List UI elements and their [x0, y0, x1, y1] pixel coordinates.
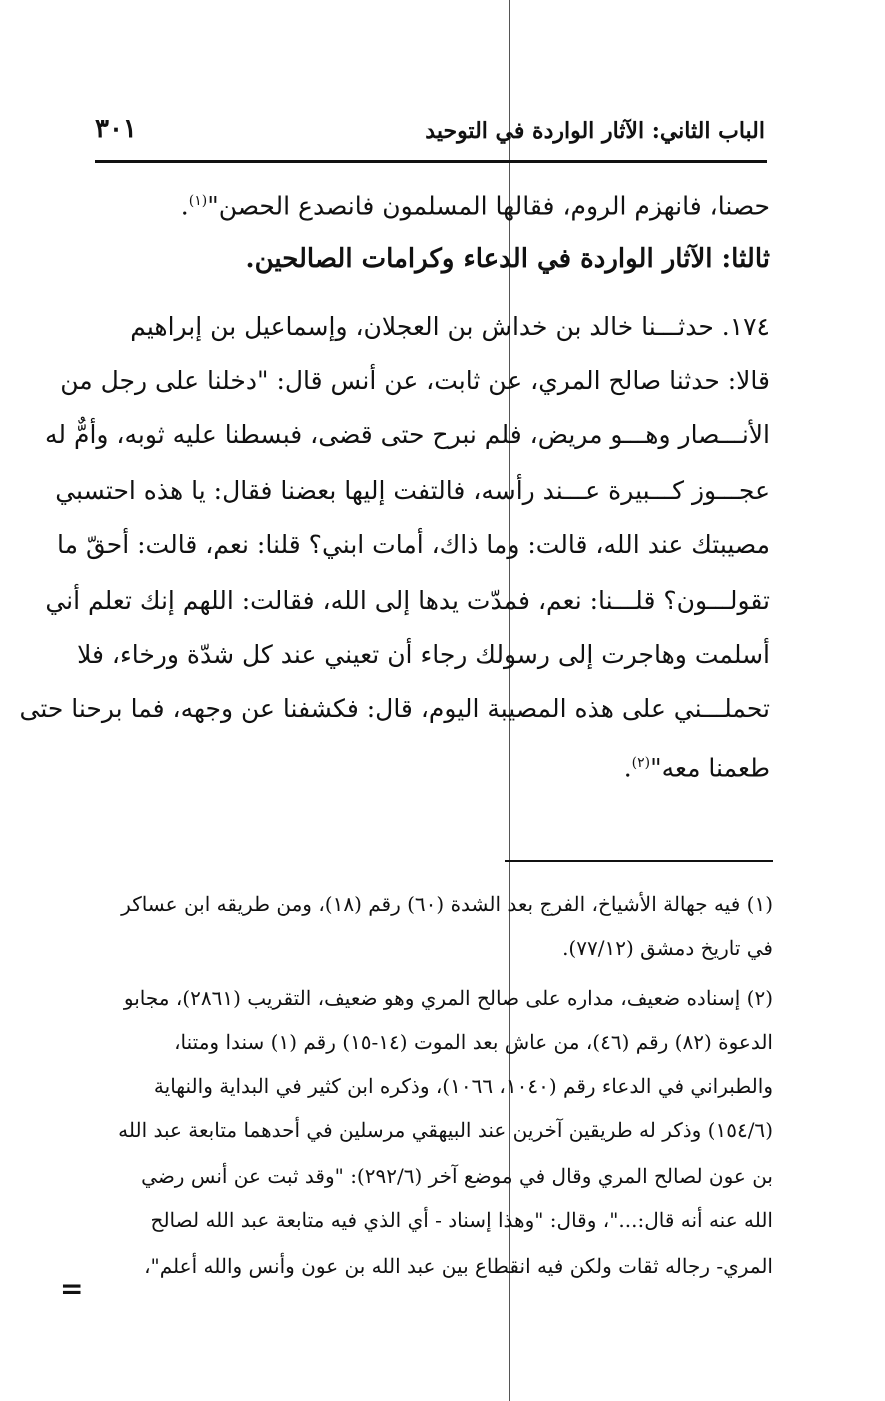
footnote-line: الدعوة (٨٢) رقم (٤٦)، من عاش بعد الموت (١٤-١٥) رقم (١) سندا ومتنا،: [174, 1030, 773, 1054]
section-heading: ثالثا: الآثار الواردة في الدعاء وكرامات الصالحين.: [245, 244, 770, 274]
page-number: ٣٠١: [95, 114, 137, 144]
text-line: قالا: حدثنا صالح المري، عن ثابت، عن أنس قال: "دخلنا على رجل من: [60, 366, 770, 395]
footnote-line: في تاريخ دمشق (٧٧/١٢).: [562, 936, 773, 960]
footnote-line: (١٥٤/٦) وذكر له طريقين آخرين عند البيهقي مرسلين في أحدهما متابعة عبد الله: [118, 1118, 773, 1142]
continuation-mark: =: [60, 1272, 84, 1305]
footnote-line: بن عون لصالح المري وقال في موضع آخر (٢٩٢/٦): "وقد ثبت عن أنس رضي: [141, 1164, 773, 1188]
footnote-rule: [505, 860, 773, 862]
footnote-line: (١) فيه جهالة الأشياخ، الفرج بعد الشدة (٦٠) رقم (١٨)، ومن طريقه ابن عساكر: [121, 892, 773, 916]
text-line: مصيبتك عند الله، قالت: وما ذاك، أمات ابني؟ قلنا: نعم، قالت: أحقّ ما: [56, 530, 770, 559]
footnote-ref: (٢): [631, 755, 651, 771]
header-rule: [95, 160, 767, 163]
footnote-line: الله عنه أنه قال:..."، وقال: "وهذا إسناد - أي الذي فيه متابعة عبد الله لصالح: [150, 1208, 773, 1232]
text-line: الأنـــصار وهـــو مريض، فلم نبرح حتى قضى، فبسطنا عليه ثوبه، وأمٌّ له: [45, 420, 770, 449]
text-line: ١٧٤. حدثـــنا خالد بن خداش بن العجلان، وإسماعيل بن إبراهيم: [130, 312, 770, 341]
running-header: [95, 112, 765, 152]
text-line: حصنا، فانهزم الروم، فقالها المسلمون فانصدع الحصن"$^{(١)}$.: [180, 191, 770, 221]
text-line: أسلمت وهاجرت إلى رسولك رجاء أن تعيني عند كل شدّة ورخاء، فلا: [77, 640, 770, 669]
text-line: طعمنا معه"$^{(٢)}$.: [623, 753, 770, 783]
footnote-line: المري- رجاله ثقات ولكن فيه انقطاع بين عبد الله بن عون وأنس والله أعلم"،: [144, 1254, 773, 1278]
footnote-line: والطبراني في الدعاء رقم (١٠٤٠، ١٠٦٦)، وذكره ابن كثير في البداية والنهاية: [153, 1074, 773, 1098]
text-line: عجـــوز كـــبيرة عـــند رأسه، فالتفت إليها بعضنا فقال: يا هذه احتسبي: [55, 476, 770, 505]
text-line: تقولـــون؟ قلـــنا: نعم، فمدّت يدها إلى الله، فقالت: اللهم إنك تعلم أني: [45, 586, 770, 615]
footnote-line: (٢) إسناده ضعيف، مداره على صالح المري وهو ضعيف، التقريب (٢٨٦١)، مجابو: [123, 986, 773, 1010]
text-line: تحملـــني على هذه المصيبة اليوم، قال: فكشفنا عن وجهه، فما برحنا حتى: [19, 694, 770, 723]
chapter-title: الباب الثاني: الآثار الواردة في التوحيد: [425, 118, 765, 144]
footnote-ref: (١): [188, 193, 208, 209]
